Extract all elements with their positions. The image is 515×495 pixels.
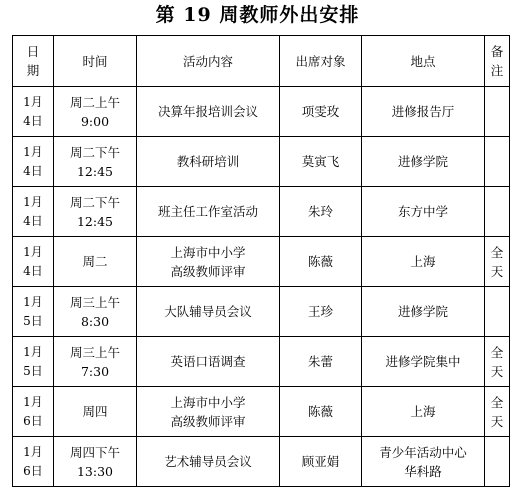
cell-content xyxy=(137,187,280,237)
header-remark-line: 备 xyxy=(490,44,504,59)
cell-date-line: 4日 xyxy=(23,163,43,178)
cell-location-line: 上海 xyxy=(410,254,436,269)
cell-location xyxy=(362,337,485,387)
cell-time-line: 周二上午 xyxy=(69,94,120,110)
cell-content-line: 上海市中小学 xyxy=(170,394,246,410)
cell-content-line: 班主任工作室活动 xyxy=(157,204,258,219)
cell-date-line: 6日 xyxy=(23,413,43,428)
cell-date-line: 4日 xyxy=(23,113,43,128)
cell-time-line: 7:30 xyxy=(80,363,110,379)
cell-date-line: 1月 xyxy=(23,94,43,109)
table-row xyxy=(13,387,510,437)
cell-content-line: 高级教师评审 xyxy=(170,413,246,429)
cell-date-line: 1月 xyxy=(23,144,43,159)
cell-remark xyxy=(485,87,510,137)
cell-content-line: 大队辅导员会议 xyxy=(164,304,252,319)
cell-date-line: 1月 xyxy=(23,244,43,259)
header-location: 地点 xyxy=(362,36,485,87)
cell-remark-line: 全 xyxy=(490,344,504,360)
cell-location-line: 进修学院 xyxy=(397,304,448,319)
cell-time-line: 13:30 xyxy=(76,463,114,479)
table-row xyxy=(13,137,510,187)
cell-attendee xyxy=(280,337,362,387)
cell-time xyxy=(54,237,137,287)
cell-time xyxy=(54,87,137,137)
cell-content xyxy=(137,287,280,337)
cell-location xyxy=(362,187,485,237)
cell-location xyxy=(362,437,485,487)
cell-content-line: 教科研培训 xyxy=(176,154,240,169)
cell-content-line: 决算年报培训会议 xyxy=(157,104,258,119)
cell-time-line: 周三上午 xyxy=(69,344,120,360)
cell-date-line: 6日 xyxy=(23,463,43,478)
cell-remark xyxy=(485,437,510,487)
cell-attendee-text: 莫寅飞 xyxy=(301,154,340,169)
cell-attendee xyxy=(280,87,362,137)
cell-time-line: 周二下午 xyxy=(69,194,120,210)
cell-content-line: 艺术辅导员会议 xyxy=(164,454,252,469)
cell-date-line: 1月 xyxy=(23,344,43,359)
cell-date xyxy=(13,337,54,387)
cell-date xyxy=(13,437,54,487)
cell-location-line: 进修学院集中 xyxy=(385,354,461,369)
cell-date xyxy=(13,387,54,437)
cell-content xyxy=(137,237,280,287)
table-row xyxy=(13,337,510,387)
cell-time-line: 周四 xyxy=(82,404,108,419)
header-time: 时间 xyxy=(54,36,137,87)
table-row xyxy=(13,437,510,487)
cell-remark xyxy=(485,337,510,387)
cell-attendee xyxy=(280,187,362,237)
cell-content xyxy=(137,387,280,437)
table-header-row xyxy=(13,36,510,87)
cell-time xyxy=(54,337,137,387)
cell-date xyxy=(13,287,54,337)
cell-attendee xyxy=(280,237,362,287)
cell-attendee xyxy=(280,387,362,437)
cell-time-line: 周二下午 xyxy=(69,144,120,160)
cell-date xyxy=(13,87,54,137)
cell-date-line: 1月 xyxy=(23,394,43,409)
cell-attendee xyxy=(280,287,362,337)
header-date-line: 日 xyxy=(26,44,40,59)
cell-date-line: 5日 xyxy=(23,363,43,378)
cell-remark-line: 天 xyxy=(490,363,504,379)
cell-location xyxy=(362,287,485,337)
cell-remark xyxy=(485,137,510,187)
cell-time xyxy=(54,387,137,437)
cell-date-line: 4日 xyxy=(23,213,43,228)
cell-date-line: 4日 xyxy=(23,263,43,278)
cell-location-line: 上海 xyxy=(410,404,436,419)
cell-attendee-text: 陈薇 xyxy=(307,404,333,419)
cell-time xyxy=(54,287,137,337)
cell-location-line: 东方中学 xyxy=(397,204,448,219)
cell-attendee-text: 陈薇 xyxy=(307,254,333,269)
cell-location-line: 进修学院 xyxy=(397,154,448,169)
cell-date xyxy=(13,237,54,287)
cell-remark xyxy=(485,287,510,337)
cell-location xyxy=(362,87,485,137)
cell-date-line: 1月 xyxy=(23,444,43,459)
cell-date xyxy=(13,137,54,187)
cell-time xyxy=(54,137,137,187)
cell-location xyxy=(362,387,485,437)
cell-date-line: 1月 xyxy=(23,194,43,209)
cell-time-line: 周二 xyxy=(82,254,108,269)
header-date-line: 期 xyxy=(26,63,40,78)
cell-content xyxy=(137,87,280,137)
cell-time-line: 周三上午 xyxy=(69,294,120,310)
cell-attendee-text: 朱玲 xyxy=(307,204,333,219)
cell-date xyxy=(13,187,54,237)
cell-remark-line: 全 xyxy=(490,244,504,260)
cell-content xyxy=(137,437,280,487)
cell-remark-line: 天 xyxy=(490,263,504,279)
table-row xyxy=(13,87,510,137)
cell-remark xyxy=(485,387,510,437)
table-row xyxy=(13,287,510,337)
header-attendee: 出席对象 xyxy=(280,36,362,87)
table-row xyxy=(13,187,510,237)
cell-attendee xyxy=(280,437,362,487)
cell-time-line: 周四下午 xyxy=(69,444,120,460)
cell-remark xyxy=(485,237,510,287)
header-date xyxy=(13,36,54,87)
page-title: 第 19 周教师外出安排 xyxy=(155,4,360,26)
cell-attendee-text: 项雯玫 xyxy=(301,104,340,119)
cell-time xyxy=(54,437,137,487)
cell-remark-line: 全 xyxy=(490,394,504,410)
cell-attendee xyxy=(280,137,362,187)
cell-attendee-text: 朱蕾 xyxy=(307,354,333,369)
cell-attendee-text: 顾亚娟 xyxy=(301,454,340,469)
cell-content xyxy=(137,137,280,187)
cell-content-line: 英语口语调查 xyxy=(170,354,246,369)
cell-content-line: 高级教师评审 xyxy=(170,263,246,279)
cell-location-line: 青少年活动中心 xyxy=(379,444,467,460)
header-remark-line: 注 xyxy=(490,63,504,78)
schedule-table xyxy=(12,35,510,487)
cell-remark xyxy=(485,187,510,237)
header-content: 活动内容 xyxy=(137,36,280,87)
cell-location-line: 华科路 xyxy=(404,463,442,479)
header-remark xyxy=(485,36,510,87)
cell-date-line: 5日 xyxy=(23,313,43,328)
cell-location-line: 进修报告厅 xyxy=(391,104,455,119)
table-row xyxy=(13,237,510,287)
cell-content-line: 上海市中小学 xyxy=(170,244,246,260)
cell-location xyxy=(362,137,485,187)
cell-remark-line: 天 xyxy=(490,413,504,429)
cell-location xyxy=(362,237,485,287)
cell-time-line: 9:00 xyxy=(80,113,110,129)
cell-time xyxy=(54,187,137,237)
cell-attendee-text: 王珍 xyxy=(307,304,333,319)
cell-time-line: 12:45 xyxy=(76,163,114,179)
cell-content xyxy=(137,337,280,387)
cell-date-line: 1月 xyxy=(23,294,43,309)
cell-time-line: 8:30 xyxy=(80,313,110,329)
cell-time-line: 12:45 xyxy=(76,213,114,229)
